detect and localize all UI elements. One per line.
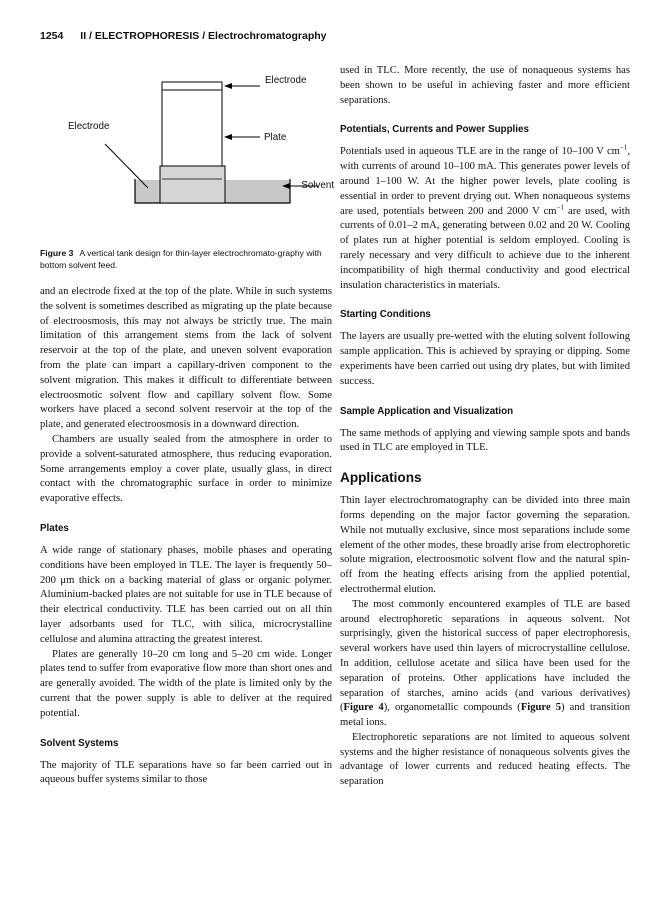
label-solvent: Solvent — [301, 180, 334, 191]
section-heading-starting-conditions: Starting Conditions — [340, 309, 431, 321]
right-column — [340, 64, 630, 790]
paragraph-potentials: Potentials used in aqueous TLE are in the range of 10–100 V $cm^{-1}$, with currents of around 10–100 mA. This generates power levels of around 1–100 W. At the higher power levels, plate cooling is essential in order to prevent drying out. When nonaqueous systems are used, potentials between 200 and 2000 V $cm^{-1}$ are used, with currents of 0.01–2 mA, generating between 0.02 and 20 W. Cooling of plates run at higher potential is seldom employed. Cooling is rarely necessary and very difficult to achieve due to the inherent incompatibility of high thermal conductivity and good electrical insulation characteristics in materials. — [340, 143, 630, 291]
page-number: 1254 — [40, 30, 64, 42]
paragraph: A wide range of stationary phases, mobile phases and operating conditions have been employed in TLE. The layer is frequently 50–200 μm thick on a backing material of glass or organic polymer. Aluminium-backed plates are not suitable for use in TLE because of their electrical conductivity. TLE has been carried out on all thin layer adsorbants used for TLC, with silica, microcrystalline cellulose and alumina attracting the greatest interest. — [40, 544, 332, 645]
paragraph: The layers are usually pre-wetted with the eluting solvent following sample application. This is achieved by spraying or dipping. Some experiments have been carried out using dry plates, but with limited success. — [340, 331, 630, 387]
paragraph: The majority of TLE separations have so far been carried out in aqueous buffer systems similar to those — [40, 759, 332, 786]
paragraph: Chambers are usually sealed from the atmosphere in order to provide a solvent-saturated atmosphere, thus reducing evaporation. Some arrangements employ a cover plate, usually glass, in direct contact with the chromatographic surface in order to minimize evaporative effects. — [40, 433, 332, 505]
paragraph: Plates are generally 10–20 cm long and 5–20 cm wide. Longer plates tend to suffer from evaporative flow more than short ones and are generally avoided. The width of the plate is limited only by the current that the power supply is able to deliver at the required potential. — [40, 648, 332, 719]
paragraph: Thin layer electrochromatography can be divided into three main forms depending on the major factor governing the separation. While not mutually exclusive, since most separations include some element of the other modes, these broadly arise from electrophoretic solute migration, electroosmotic solvent flow and the natural spin-off from the heating effects arising from the applied potential, electrothermal elution. — [340, 495, 630, 595]
caption-text: A vertical tank design for thin-layer electrochromato-graphy with bottom solvent feed. — [40, 248, 322, 270]
paragraph-examples: The most commonly encountered examples of TLE are based around electrophoretic separations in aqueous solvent. Not surprisingly, given the historical success of paper electrophoresis, several workers have used thin layers of microcrystalline cellulose. In addition, cellulose acetate and silica have been used for the separation of proteins. Other applications have included the separation of starches, amino acids (and various derivatives) (Figure 4), organometallic compounds (Figure 5) and transition metal ions. — [340, 598, 630, 729]
running-header — [40, 30, 327, 42]
label-electrode-top: Electrode — [265, 75, 307, 86]
arrow-electrode-top — [224, 83, 232, 89]
section-heading-solvent-systems: Solvent Systems — [40, 737, 119, 749]
paragraph: The same methods of applying and viewing sample spots and bands used in TLC are employed in TLE. — [340, 427, 630, 454]
figure-3 — [40, 62, 332, 246]
tank-diagram — [40, 62, 332, 246]
section-heading-applications: Applications — [340, 470, 422, 486]
paragraph: used in TLC. More recently, the use of nonaqueous systems has been shown to be useful in achieving faster and more efficient separations. — [340, 65, 630, 106]
figure-5-link[interactable]: Figure 5 — [520, 702, 562, 714]
section-heading-potentials: Potentials, Currents and Power Supplies — [340, 124, 529, 136]
section-heading-plates: Plates — [40, 522, 69, 534]
figure-caption — [40, 248, 332, 271]
running-title: II / ELECTROPHORESIS / Electrochromatography — [80, 30, 327, 42]
left-column — [40, 62, 332, 788]
section-heading-sample-application: Sample Application and Visualization — [340, 405, 514, 417]
arrow-plate — [224, 134, 232, 140]
figure-4-link[interactable]: Figure 4 — [343, 702, 384, 714]
plate-base — [160, 166, 225, 203]
label-plate: Plate — [264, 132, 287, 143]
label-electrode-left: Electrode — [68, 121, 110, 132]
left-electrode-rod — [105, 144, 148, 188]
paragraph: Electrophoretic separations are not limited to aqueous solvent systems and the higher resistance of nonaqueous solvents gives the advantage of lower currents and reduced heating effects. The separation — [340, 731, 630, 788]
caption-label: Figure 3 — [40, 248, 74, 258]
paragraph: and an electrode fixed at the top of the plate. While in such systems the solvent is sometimes described as migrating up the plate because of electroosmosis, this may not always be strictly true. The main limitation of this arrangement stems from the lack of solvent reservoir at the top of the plate, and uneven solvent evaporation from the plate can impart a capillary-driven component to the solvent migration. This makes it difficult to differentiate between electroosmotic solvent flow and capillary solvent flow. Some workers have placed a second solvent reservoir at the top of the plate, and generated electroosmosis in a downward direction. — [40, 286, 332, 431]
